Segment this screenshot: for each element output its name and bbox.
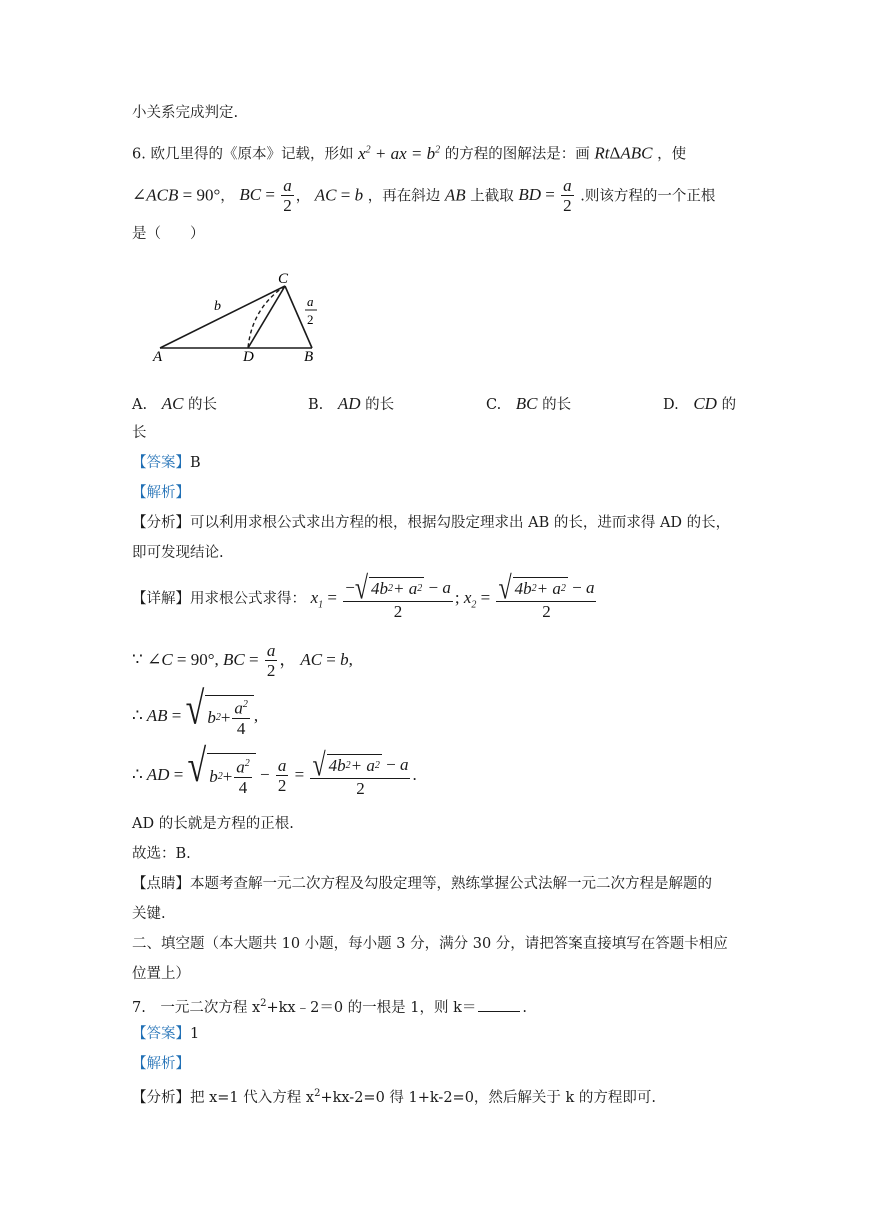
answer-line: [132, 453, 201, 473]
label-b-vertex: B: [304, 349, 314, 365]
text: ，再在斜边: [367, 188, 441, 205]
label-b-side: b: [214, 299, 221, 314]
answer-value: 1: [190, 1026, 200, 1042]
text: 小关系完成判定.: [132, 105, 239, 121]
text: 故选：B.: [132, 846, 191, 862]
option-suffix: 的长: [542, 397, 572, 413]
fenxi-line-1: [132, 513, 730, 533]
analysis-tag: 【解析】: [132, 1056, 190, 1072]
text: 用求根公式求得：: [190, 591, 306, 607]
analysis-line: [132, 483, 190, 503]
label-a-frac-num: a: [307, 294, 314, 309]
text: 本题考查解一元二次方程及勾股定理等，熟练掌握公式法解一元二次方程是解题的: [190, 876, 712, 892]
option-key: B.: [308, 397, 324, 413]
label-a: A: [153, 349, 163, 365]
text: 可以利用求根公式求出方程的根，根据勾股定理求出 AB 的长，进而求得 AD 的长，: [190, 515, 731, 531]
segment-ab: AB: [444, 185, 466, 205]
section-2-heading-2: [132, 964, 190, 984]
text: AD 的长就是方程的正根.: [132, 816, 294, 832]
option-suffix: 的: [721, 397, 737, 413]
because-line: [132, 640, 353, 681]
ad-conclusion: [132, 814, 294, 834]
label-d: D: [243, 349, 254, 365]
text: 是（ ）: [132, 226, 205, 242]
therefore-ab-line: [132, 684, 259, 740]
option-a[interactable]: [132, 393, 217, 414]
text: 7. 一元二次方程 x: [132, 999, 261, 1016]
bd-condition: BD = $\frac{a}{2}$: [518, 176, 572, 215]
text: 关键.: [132, 906, 166, 922]
dianjing-line-2: [132, 904, 166, 924]
triangle-figure: [150, 268, 340, 366]
text: 二、填空题（本大题共 10 小题，每小题 3 分，满分 30 分，请把答案直接填写在答题卡相应: [132, 936, 728, 952]
answer-value: B: [190, 455, 201, 471]
fenxi2-line: 【分析】把 x=1 代入方程 $x^2+kx-2=0$ 得 1+k-2=0，然后解关于 k 的方程即可.: [132, 1088, 657, 1106]
dianjing-line-1: [132, 874, 712, 894]
label-c: C: [278, 271, 289, 287]
option-key: C.: [486, 397, 502, 413]
root-formula: $x_1$ = − √ 4b 2 + a 2 − a 2 ; $x_2$ = √ 4b 2 + a 2 − a 2: [310, 571, 595, 621]
text: ，使: [657, 146, 687, 163]
question-6-line-3: [132, 224, 205, 244]
option-value: AC: [161, 394, 184, 413]
text: +kx-2=0 得 1+k-2=0，然后解关于 k 的方程即可.: [320, 1089, 657, 1106]
fenxi-tag: 【分析】: [132, 515, 190, 531]
text: 即可发现结论.: [132, 545, 224, 561]
option-value: BC: [515, 394, 538, 413]
section-2-heading: [132, 934, 728, 954]
option-c[interactable]: [486, 393, 571, 414]
xiangjie-tag: 【详解】: [132, 591, 190, 607]
option-key: D.: [663, 397, 679, 413]
angle-condition: ∠ACB = 90°: [132, 185, 221, 205]
text: 上截取: [470, 188, 514, 205]
text: 的方程的图解法是：画: [444, 146, 590, 163]
label-a-frac-den: 2: [307, 312, 314, 327]
text: 长: [132, 425, 147, 441]
option-value: AD: [337, 394, 361, 413]
option-d[interactable]: [663, 393, 736, 414]
ac-condition: AC = b: [314, 185, 364, 205]
analysis-line-2: [132, 1054, 190, 1074]
text-line: [132, 103, 238, 123]
answer-line-2: [132, 1024, 199, 1044]
answer-tag: 【答案】: [132, 455, 190, 471]
option-value: CD: [693, 394, 717, 413]
text: 欧几里得的《原本》记载，形如: [150, 146, 354, 163]
option-key: A.: [132, 397, 148, 413]
answer-blank[interactable]: [478, 997, 520, 1012]
question-number: 6.: [132, 146, 146, 163]
option-b[interactable]: [308, 393, 394, 414]
option-suffix: 的长: [188, 397, 218, 413]
equation: $x^2$ + ax = $b^2$: [358, 143, 441, 163]
choice-line: [132, 844, 191, 864]
fenxi-tag: 【分析】: [132, 1089, 190, 1106]
text: 把 x=1 代入方程 x: [190, 1089, 315, 1106]
text: .: [522, 999, 528, 1016]
fenxi-line-2: [132, 543, 224, 563]
text: 位置上）: [132, 966, 190, 982]
ad-formula: ∴ AD = √ b 2 + $\frac{a^2}{4}$ − $\frac{a}{2}$ = √ 4b 2 + a 2 − a 2 .: [132, 741, 417, 798]
text: +kx﹣2＝0 的一根是 1，则 k＝: [266, 999, 477, 1016]
dianjing-tag: 【点睛】: [132, 876, 190, 892]
option-d-wrap: [132, 423, 147, 443]
therefore-ad-line: [132, 741, 417, 800]
triangle-notation: RtΔABC: [594, 143, 653, 163]
option-suffix: 的长: [365, 397, 395, 413]
analysis-tag: 【解析】: [132, 485, 190, 501]
question-6-line-2: ∠ACB = 90°， BC = $\frac{a}{2}$ ， AC = b ，再在斜边 AB 上截取 BD = $\frac{a}{2}$ .则该方程的一个正根: [132, 176, 716, 215]
xiangjie-line: [132, 571, 598, 627]
text: .则该方程的一个正根: [580, 188, 716, 205]
because-formula: ∵ ∠C = 90°, BC = $\frac{a}{2}$ ， AC = b,: [132, 640, 353, 680]
bc-condition: BC = $\frac{a}{2}$: [239, 176, 292, 215]
ab-formula: ∴ AB = √ b 2 + $\frac{a^2}{4}$ ,: [132, 684, 259, 738]
question-6-line-1: [132, 140, 686, 165]
question-7: 7. 一元二次方程 $x^2+kx﹣2=0$ 的一根是 1，则 k＝ .: [132, 998, 528, 1016]
answer-tag: 【答案】: [132, 1026, 190, 1042]
